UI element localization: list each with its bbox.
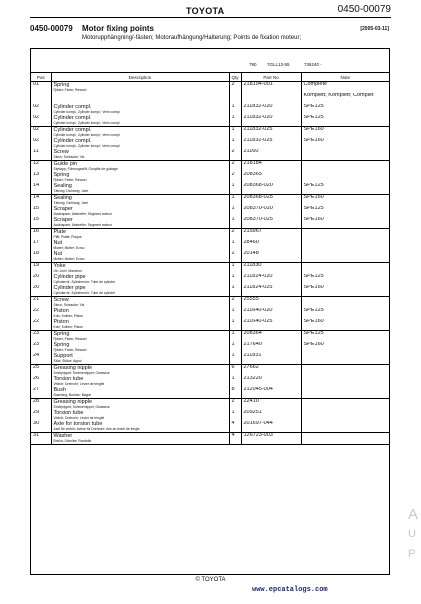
part-number-cell: 21160	[241, 149, 301, 161]
part-name: Sealing	[53, 183, 72, 189]
part-name: Bush	[53, 387, 67, 393]
qty-cell: 4	[229, 433, 241, 445]
pos-cell: 14	[33, 194, 40, 200]
part-name: Cylinder compl.	[53, 115, 92, 121]
qty-cell: 6	[229, 365, 241, 377]
note-cell	[301, 421, 389, 433]
part-name: Greasing nipple	[53, 365, 93, 371]
note-cell: SPE125	[301, 104, 389, 115]
part-translations: Tätning; Dichtung; Joint	[53, 201, 89, 205]
description-cell	[51, 433, 229, 445]
part-number-cell: 211824-020	[241, 274, 301, 285]
part-name: Spring	[53, 172, 70, 178]
note-cell	[301, 161, 389, 173]
note-cell	[301, 353, 389, 365]
part-translations: Fjäder; Feder; Ressort	[53, 88, 87, 92]
description-cell	[51, 387, 229, 399]
parts-table	[31, 73, 389, 445]
part-translations: Cylinder kompl.; Zylinder kompl.; Verin compl.	[53, 133, 121, 137]
note-cell: SPE125	[301, 206, 389, 217]
table-row	[31, 342, 389, 353]
table-row	[31, 399, 389, 411]
table-row	[31, 104, 389, 115]
description-cell	[51, 127, 229, 139]
part-translations: Fjäder; Feder; Ressort	[53, 178, 87, 182]
note-cell: SPE160	[301, 217, 389, 229]
parts-table-frame	[30, 48, 390, 575]
part-number-cell: 211640-020	[241, 308, 301, 319]
part-translations: Styrtapp; Führungsstift; Goupille de guidage	[53, 167, 118, 171]
part-number-cell: 208368-025	[241, 195, 301, 207]
table-row	[31, 138, 389, 149]
description-cell	[51, 115, 229, 127]
note-cell	[301, 387, 389, 399]
part-name: Greasing nipple	[53, 399, 93, 405]
qty-cell: 1	[229, 115, 241, 127]
pos-cell: 29	[33, 410, 40, 415]
table-row	[31, 172, 389, 183]
qty-cell: 1	[229, 285, 241, 297]
model-code: 790	[249, 62, 257, 67]
part-translations: Ok; Joch; Manchon	[53, 269, 82, 273]
col-header-description: Description	[51, 73, 229, 82]
col-header-pos: Pos	[31, 73, 51, 82]
part-name: Cylinder compl.	[53, 127, 92, 133]
note-cell: SPE160	[301, 138, 389, 149]
pos-cell: 19	[33, 262, 40, 268]
col-header-part-no: Part No	[241, 73, 301, 82]
part-translations: Avskrapare; Abstreifer; Segment racleur	[53, 223, 112, 227]
part-name: Cylinder compl.	[53, 104, 92, 110]
footer-copyright: © TOYOTA	[195, 577, 226, 583]
description-cell	[51, 82, 229, 94]
part-translations: Cylinderrör; Zylinderrohr; Tube de cylindre	[53, 280, 116, 284]
pos-cell: 20	[33, 274, 40, 279]
part-number-cell: 215967	[241, 229, 301, 241]
doc-code: 0450-00079	[30, 24, 73, 33]
pos-cell: 23	[33, 330, 40, 336]
part-number-cell: 208368-020	[241, 183, 301, 195]
note-cell	[301, 376, 389, 387]
description-cell	[51, 308, 229, 319]
description-cell	[51, 365, 229, 377]
pos-cell: 16	[33, 228, 40, 234]
part-translations: Cylinder kompl.; Zylinder kompl.; Verin compl.	[53, 110, 121, 114]
pos-cell: 23	[33, 342, 40, 347]
part-translations: Smörjnippel; Schmiernippel; Graisseur	[53, 405, 110, 409]
note-cell	[301, 172, 389, 183]
note-cell	[301, 433, 389, 445]
part-name: Scraper	[53, 206, 73, 212]
qty-cell: 1	[229, 319, 241, 331]
qty-cell: 2	[229, 161, 241, 173]
brand-header: TOYOTA	[186, 6, 225, 16]
description-cell	[51, 138, 229, 149]
description-cell	[51, 161, 229, 173]
table-row	[31, 376, 389, 387]
qty-cell: 2	[229, 251, 241, 263]
table-row	[31, 285, 389, 297]
doc-subtitle: Motorupphängning/-fästen; Motoraufhängung/Halterung; Points de fixation moteur;	[82, 35, 302, 41]
pos-cell: 20	[31, 285, 51, 297]
part-number-cell: 211640-025	[241, 319, 301, 331]
watermark-text: www.epcatalogs.com	[252, 586, 328, 594]
header-doc-code: 0450-00079	[337, 4, 391, 15]
pos-cell	[31, 93, 51, 104]
part-translations: Cylinder kompl.; Zylinder kompl.; Verin compl.	[53, 121, 121, 125]
pos-cell: 25	[33, 364, 40, 370]
qty-cell: 1	[229, 331, 241, 343]
table-row	[31, 206, 389, 217]
pos-cell: 22	[33, 308, 40, 313]
pos-cell: 11	[31, 149, 51, 161]
qty-cell: 1	[229, 127, 241, 139]
qty-cell: 1	[229, 138, 241, 149]
description-cell	[51, 93, 229, 104]
part-translations: Stöd; Stütze; Appui	[53, 359, 82, 363]
part-number-cell: 211832-025	[241, 138, 301, 149]
description-cell	[51, 342, 229, 353]
model-row	[31, 49, 389, 73]
part-translations: Tätning; Dichtung; Joint	[53, 189, 89, 193]
description-cell	[51, 206, 229, 217]
qty-cell: 2	[229, 297, 241, 309]
col-header-note: Note	[301, 73, 389, 82]
model-variant: 7GLL13-55	[267, 62, 290, 67]
part-translations: Mutter; Mutter; Ecrou	[53, 246, 85, 250]
description-cell	[51, 421, 229, 433]
edge-glyph: U	[408, 528, 416, 540]
note-cell: SPE125	[301, 274, 389, 285]
pos-cell: 02	[31, 115, 51, 127]
note-cell: SPE125	[301, 183, 389, 195]
note-cell	[301, 149, 389, 161]
description-cell	[51, 251, 229, 263]
pos-cell: 21	[33, 296, 40, 302]
part-number-cell: 201697-044	[241, 421, 301, 433]
qty-cell: 4	[229, 421, 241, 433]
table-row	[31, 263, 389, 275]
table-row	[31, 217, 389, 229]
doc-date: [2005-03-11]	[360, 26, 389, 32]
table-row	[31, 229, 389, 241]
part-translations: Skruv; Schraube; Vis	[53, 303, 85, 307]
table-row	[31, 387, 389, 399]
note-cell: SPE125	[301, 115, 389, 127]
part-number-cell	[241, 93, 301, 104]
note-cell	[301, 263, 389, 275]
part-name: Piston	[53, 308, 69, 314]
pos-cell: 18	[31, 251, 51, 263]
pos-cell: 12	[33, 160, 40, 166]
table-row	[31, 297, 389, 309]
qty-cell: 2	[229, 172, 241, 183]
table-row	[31, 331, 389, 343]
part-number-cell: 211831	[241, 353, 301, 365]
note-cell	[301, 297, 389, 309]
qty-cell: 2	[229, 399, 241, 411]
part-number-cell: 209251	[241, 410, 301, 421]
part-number-cell: 208370-020	[241, 206, 301, 217]
description-cell	[51, 376, 229, 387]
qty-cell: 1	[229, 240, 241, 251]
table-row	[31, 240, 389, 251]
part-name: Axle for torsion tube	[53, 421, 103, 427]
pos-cell: 15	[31, 217, 51, 229]
part-translations: Kolv; Kolben; Piston	[53, 314, 84, 318]
part-number-cell: 208370-025	[241, 217, 301, 229]
part-name: Scraper	[53, 217, 73, 223]
part-number-cell: 208364	[241, 331, 301, 343]
note-cell: SPE160	[301, 195, 389, 207]
part-translations: Cylinder kompl.; Zylinder kompl.; Verin compl.	[53, 144, 121, 148]
part-name: Cylinder pipe	[53, 285, 86, 291]
pos-cell: 02	[33, 138, 40, 143]
description-cell	[51, 229, 229, 241]
part-translations: Vridrör; Drehrohr; Levier de tringlel	[53, 382, 105, 386]
note-cell	[301, 410, 389, 421]
pos-cell: 02	[33, 126, 40, 132]
qty-cell: 1	[229, 376, 241, 387]
description-cell	[51, 353, 229, 365]
part-translations: Skruv; Schraube; Vis	[53, 155, 85, 159]
note-cell: SPE160	[301, 319, 389, 331]
part-number-cell: 213220	[241, 376, 301, 387]
part-name: Sealing	[53, 195, 72, 201]
part-name: Piston	[53, 319, 69, 325]
part-name: Cylinder pipe	[53, 274, 86, 280]
qty-cell: 1	[229, 195, 241, 207]
description-cell	[51, 410, 229, 421]
qty-cell: 8	[229, 387, 241, 399]
table-row	[31, 251, 389, 263]
table-row	[31, 365, 389, 377]
qty-cell: 1	[229, 353, 241, 365]
table-row	[31, 421, 389, 433]
part-name: Torsion tube	[53, 410, 84, 416]
table-row	[31, 433, 389, 445]
description-cell	[51, 263, 229, 275]
part-number-cell: 25555	[241, 297, 301, 309]
description-cell	[51, 149, 229, 161]
description-cell	[51, 240, 229, 251]
part-name: Nut	[53, 240, 63, 246]
table-header-row	[31, 73, 389, 82]
pos-cell: 28	[33, 398, 40, 404]
qty-cell: 2	[229, 229, 241, 241]
part-name: Support	[53, 353, 73, 359]
pos-cell: 02	[33, 104, 40, 109]
qty-cell: 1	[229, 308, 241, 319]
table-row	[31, 127, 389, 139]
qty-cell: 1	[229, 410, 241, 421]
part-number-cell: 20148	[241, 251, 301, 263]
table-row	[31, 274, 389, 285]
pos-cell: 31	[31, 433, 51, 445]
qty-cell: 1	[229, 183, 241, 195]
table-row	[31, 410, 389, 421]
qty-cell	[229, 93, 241, 104]
description-cell	[51, 274, 229, 285]
part-name: Washer	[53, 433, 73, 439]
note-cell	[301, 240, 389, 251]
note-cell	[301, 399, 389, 411]
qty-cell: 2	[229, 82, 241, 94]
description-cell	[51, 319, 229, 331]
pos-cell: 15	[33, 206, 40, 211]
qty-cell: 1	[229, 206, 241, 217]
pos-cell: 24	[31, 353, 51, 365]
header-divider	[30, 17, 391, 18]
part-number-cell: 211832-020	[241, 115, 301, 127]
part-number-cell: 28460	[241, 240, 301, 251]
part-number-cell: 211832-025	[241, 127, 301, 139]
part-name: Cylinder compl.	[53, 138, 92, 144]
part-translations: Axel för vridrör; Achse für Drehrohr; Axe du levier de tringle	[53, 427, 140, 431]
note-cell: SPE160	[301, 127, 389, 139]
part-number-cell: 218194-001	[241, 82, 301, 94]
part-name: Spring	[53, 331, 70, 337]
col-header-qty: Qty	[229, 73, 241, 82]
qty-cell: 1	[229, 274, 241, 285]
description-cell	[51, 172, 229, 183]
table-row	[31, 353, 389, 365]
note-cell	[301, 229, 389, 241]
pos-cell: 27	[31, 387, 51, 399]
table-row	[31, 195, 389, 207]
note-cell: Komplett; Komplett; Complet	[301, 93, 389, 104]
part-number-cell: 22410	[241, 399, 301, 411]
part-name: Torsion tube	[53, 376, 84, 382]
description-cell	[51, 297, 229, 309]
note-cell: Complete	[301, 82, 389, 94]
pos-cell: 01	[33, 81, 40, 87]
table-row	[31, 149, 389, 161]
note-cell: SPE160	[301, 342, 389, 353]
table-row	[31, 115, 389, 127]
part-name: Guide pin	[53, 161, 78, 167]
part-name: Screw	[53, 149, 69, 155]
pos-cell: 30	[31, 421, 51, 433]
description-cell	[51, 195, 229, 207]
description-cell	[51, 104, 229, 115]
qty-cell: 2	[229, 149, 241, 161]
note-cell: SPE125	[301, 331, 389, 343]
part-number-cell: 208365	[241, 172, 301, 183]
edge-glyph: P	[408, 548, 416, 560]
pos-cell: 14	[31, 183, 51, 195]
part-number-cell: 211832-020	[241, 104, 301, 115]
note-cell: SPE160	[301, 285, 389, 297]
part-translations: Plåt; Platte; Plaque	[53, 235, 82, 239]
note-cell	[301, 365, 389, 377]
table-row	[31, 308, 389, 319]
parts-table-body	[31, 82, 389, 445]
part-translations: Cylinderrör; Zylinderrohr; Tube de cylindre	[53, 291, 116, 295]
table-row	[31, 82, 389, 94]
part-translations: Kolv; Kolben; Piston	[53, 325, 84, 329]
table-row	[31, 319, 389, 331]
edge-glyph: A	[408, 506, 419, 523]
part-translations: Vridrör; Drehrohr; Levier de tringlel	[53, 416, 105, 420]
part-number-cell: 211824-025	[241, 285, 301, 297]
note-cell: SPE125	[301, 308, 389, 319]
part-number-cell: 217640	[241, 342, 301, 353]
part-number-cell: 218184	[241, 161, 301, 173]
part-number-cell: 212045-004	[241, 387, 301, 399]
table-row	[31, 161, 389, 173]
table-row	[31, 183, 389, 195]
part-translations: Smörjnippel; Schmiernippel; Graisseur	[53, 371, 110, 375]
qty-cell: 1	[229, 342, 241, 353]
part-translations: Bussning; Buchse; Bague	[53, 393, 92, 397]
model-serial: 736240 -	[304, 62, 322, 67]
part-translations: Mutter; Mutter; Ecrou	[53, 257, 85, 261]
description-cell	[51, 331, 229, 343]
part-translations: Fjäder; Feder; Ressort	[53, 348, 87, 352]
part-name: Spring	[53, 342, 70, 348]
part-number-cell: 211830	[241, 263, 301, 275]
note-cell	[301, 251, 389, 263]
part-translations: Bricka; Scheibe; Rondelle	[53, 439, 92, 443]
qty-cell: 1	[229, 104, 241, 115]
description-cell	[51, 285, 229, 297]
part-name: Spring	[53, 82, 70, 88]
doc-title: Motor fixing points	[82, 24, 154, 33]
pos-cell: 17	[33, 240, 40, 245]
part-name: Yoke	[53, 263, 66, 269]
table-row	[31, 93, 389, 104]
pos-cell: 13	[33, 172, 40, 177]
part-name: Plate	[53, 229, 67, 235]
part-name: Screw	[53, 297, 69, 303]
part-translations: Fjäder; Feder; Ressort	[53, 337, 87, 341]
pos-cell: 22	[31, 319, 51, 331]
part-translations: Avskrapare; Abstreifer; Segment racleur	[53, 212, 112, 216]
part-name: Nut	[53, 251, 63, 257]
qty-cell: 1	[229, 217, 241, 229]
qty-cell: 1	[229, 263, 241, 275]
description-cell	[51, 217, 229, 229]
description-cell	[51, 183, 229, 195]
pos-cell: 26	[33, 376, 40, 381]
part-number-cell: 126723-003	[241, 433, 301, 445]
part-number-cell: 27662	[241, 365, 301, 377]
description-cell	[51, 399, 229, 411]
